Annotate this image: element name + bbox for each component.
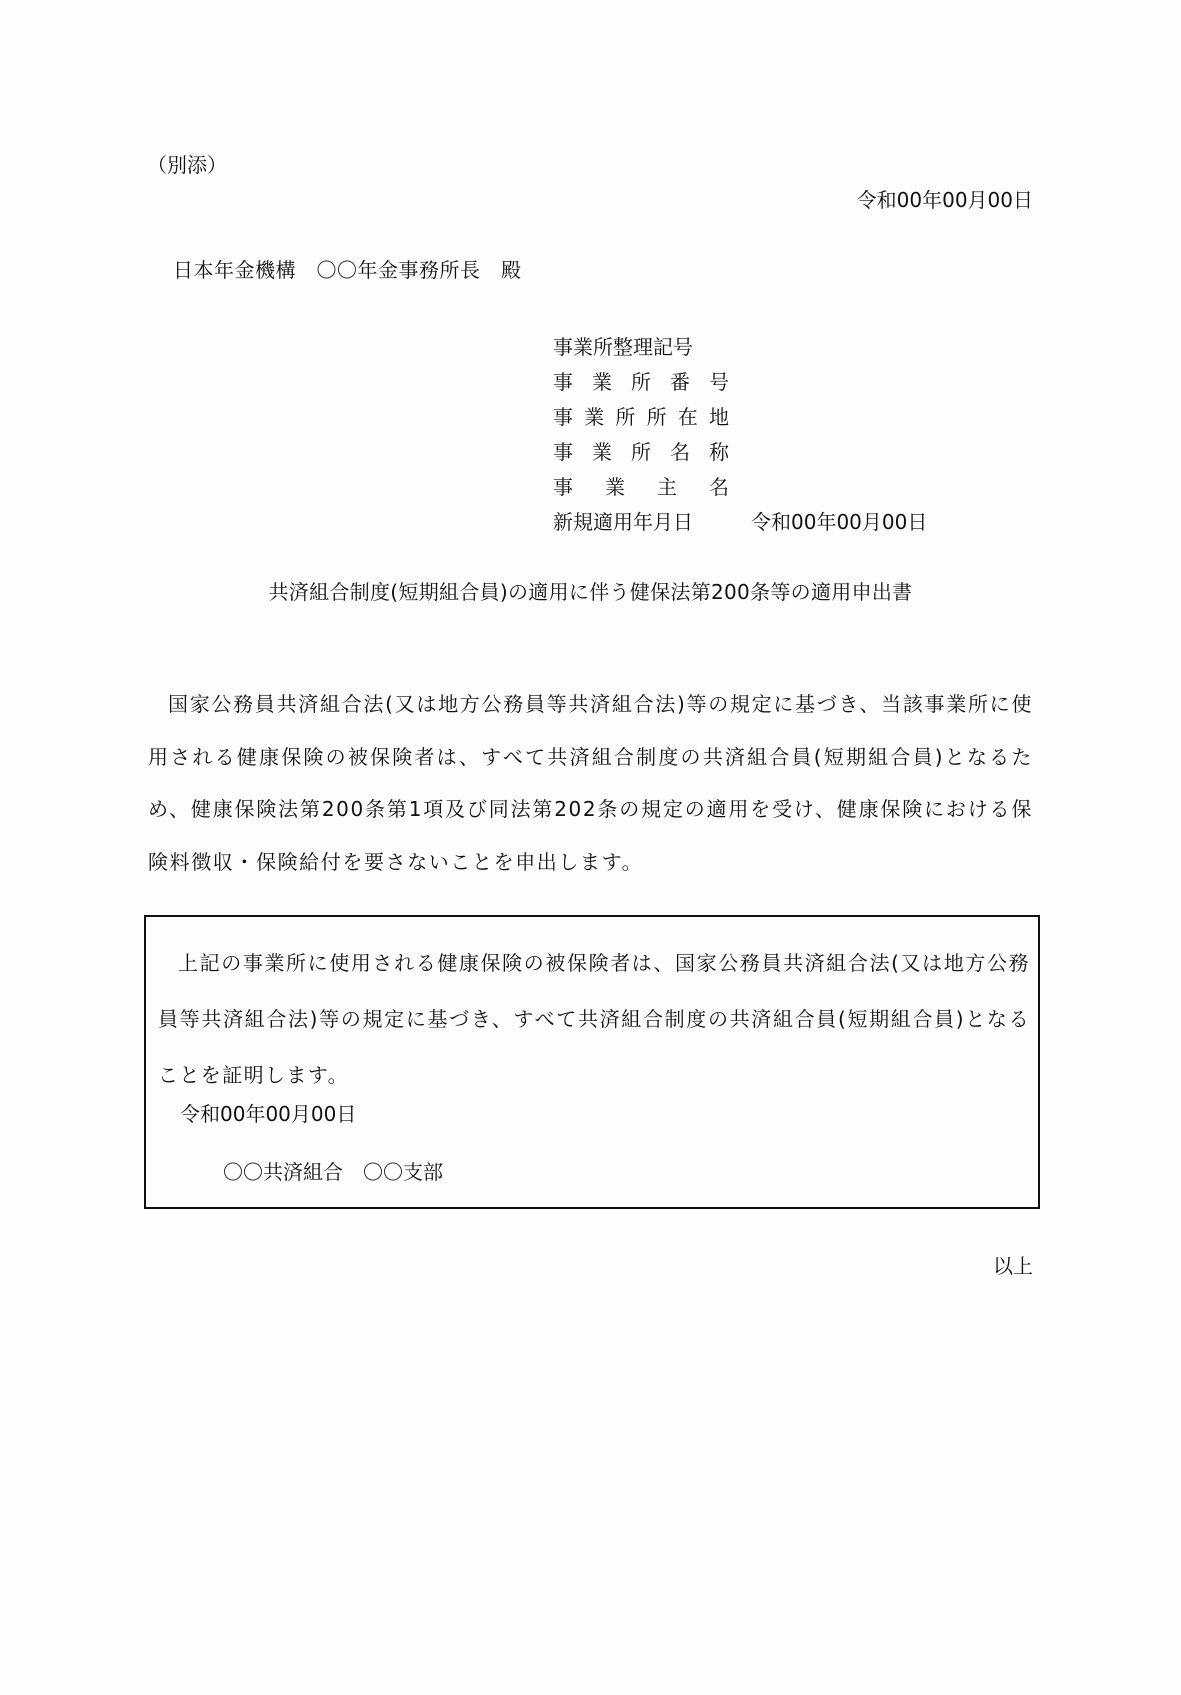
applicant-info-block: [553, 328, 927, 538]
certification-date: 令和00年00月00日: [180, 1102, 357, 1126]
info-label: 事業所整理記号: [553, 335, 693, 359]
info-row-owner-name: [553, 468, 927, 503]
info-label: 事 業 所 名 称: [553, 440, 729, 464]
document-title: 共済組合制度(短期組合員)の適用に伴う健保法第200条等の適用申出書: [268, 580, 913, 604]
info-row-office-number: [553, 363, 927, 398]
info-value: 令和00年00月00日: [751, 510, 928, 534]
submission-date: 令和00年00月00日: [856, 188, 1033, 212]
certification-box: [144, 915, 1040, 1209]
info-row-application-date: [553, 503, 927, 538]
info-row-office-name: [553, 433, 927, 468]
info-label: 事 業 主 名: [553, 475, 729, 499]
certification-issuer: 〇〇共済組合 〇〇支部: [223, 1160, 443, 1184]
info-row-office-address: [553, 398, 927, 433]
body-paragraph: [148, 678, 1033, 888]
body-text: 国家公務員共済組合法(又は地方公務員等共済組合法)等の規定に基づき、当該事業所に使用される健康保険の被保険者は、すべて共済組合制度の共済組合員(短期組合員)となるため、健康保険法第200条第1項及び同法第202条の規定の適用を受け、健康保険における保険料徴収・保険給付を要さないことを申出します。: [148, 692, 1033, 874]
info-label: 事 業 所 所 在 地: [553, 405, 729, 429]
closing-mark: 以上: [993, 1254, 1033, 1278]
certification-text-block: [158, 935, 1030, 1103]
info-label: 新規適用年月日: [553, 510, 693, 534]
certification-text: 上記の事業所に使用される健康保険の被保険者は、国家公務員共済組合法(又は地方公務員等共済組合法)等の規定に基づき、すべて共済組合制度の共済組合員(短期組合員)となることを証明します。: [158, 951, 1030, 1087]
info-row-office-symbol: [553, 328, 927, 363]
info-label: 事 業 所 番 号: [553, 370, 729, 394]
annex-label: （別添）: [147, 153, 227, 177]
addressee: 日本年金機構 〇〇年金事務所長 殿: [173, 258, 522, 282]
